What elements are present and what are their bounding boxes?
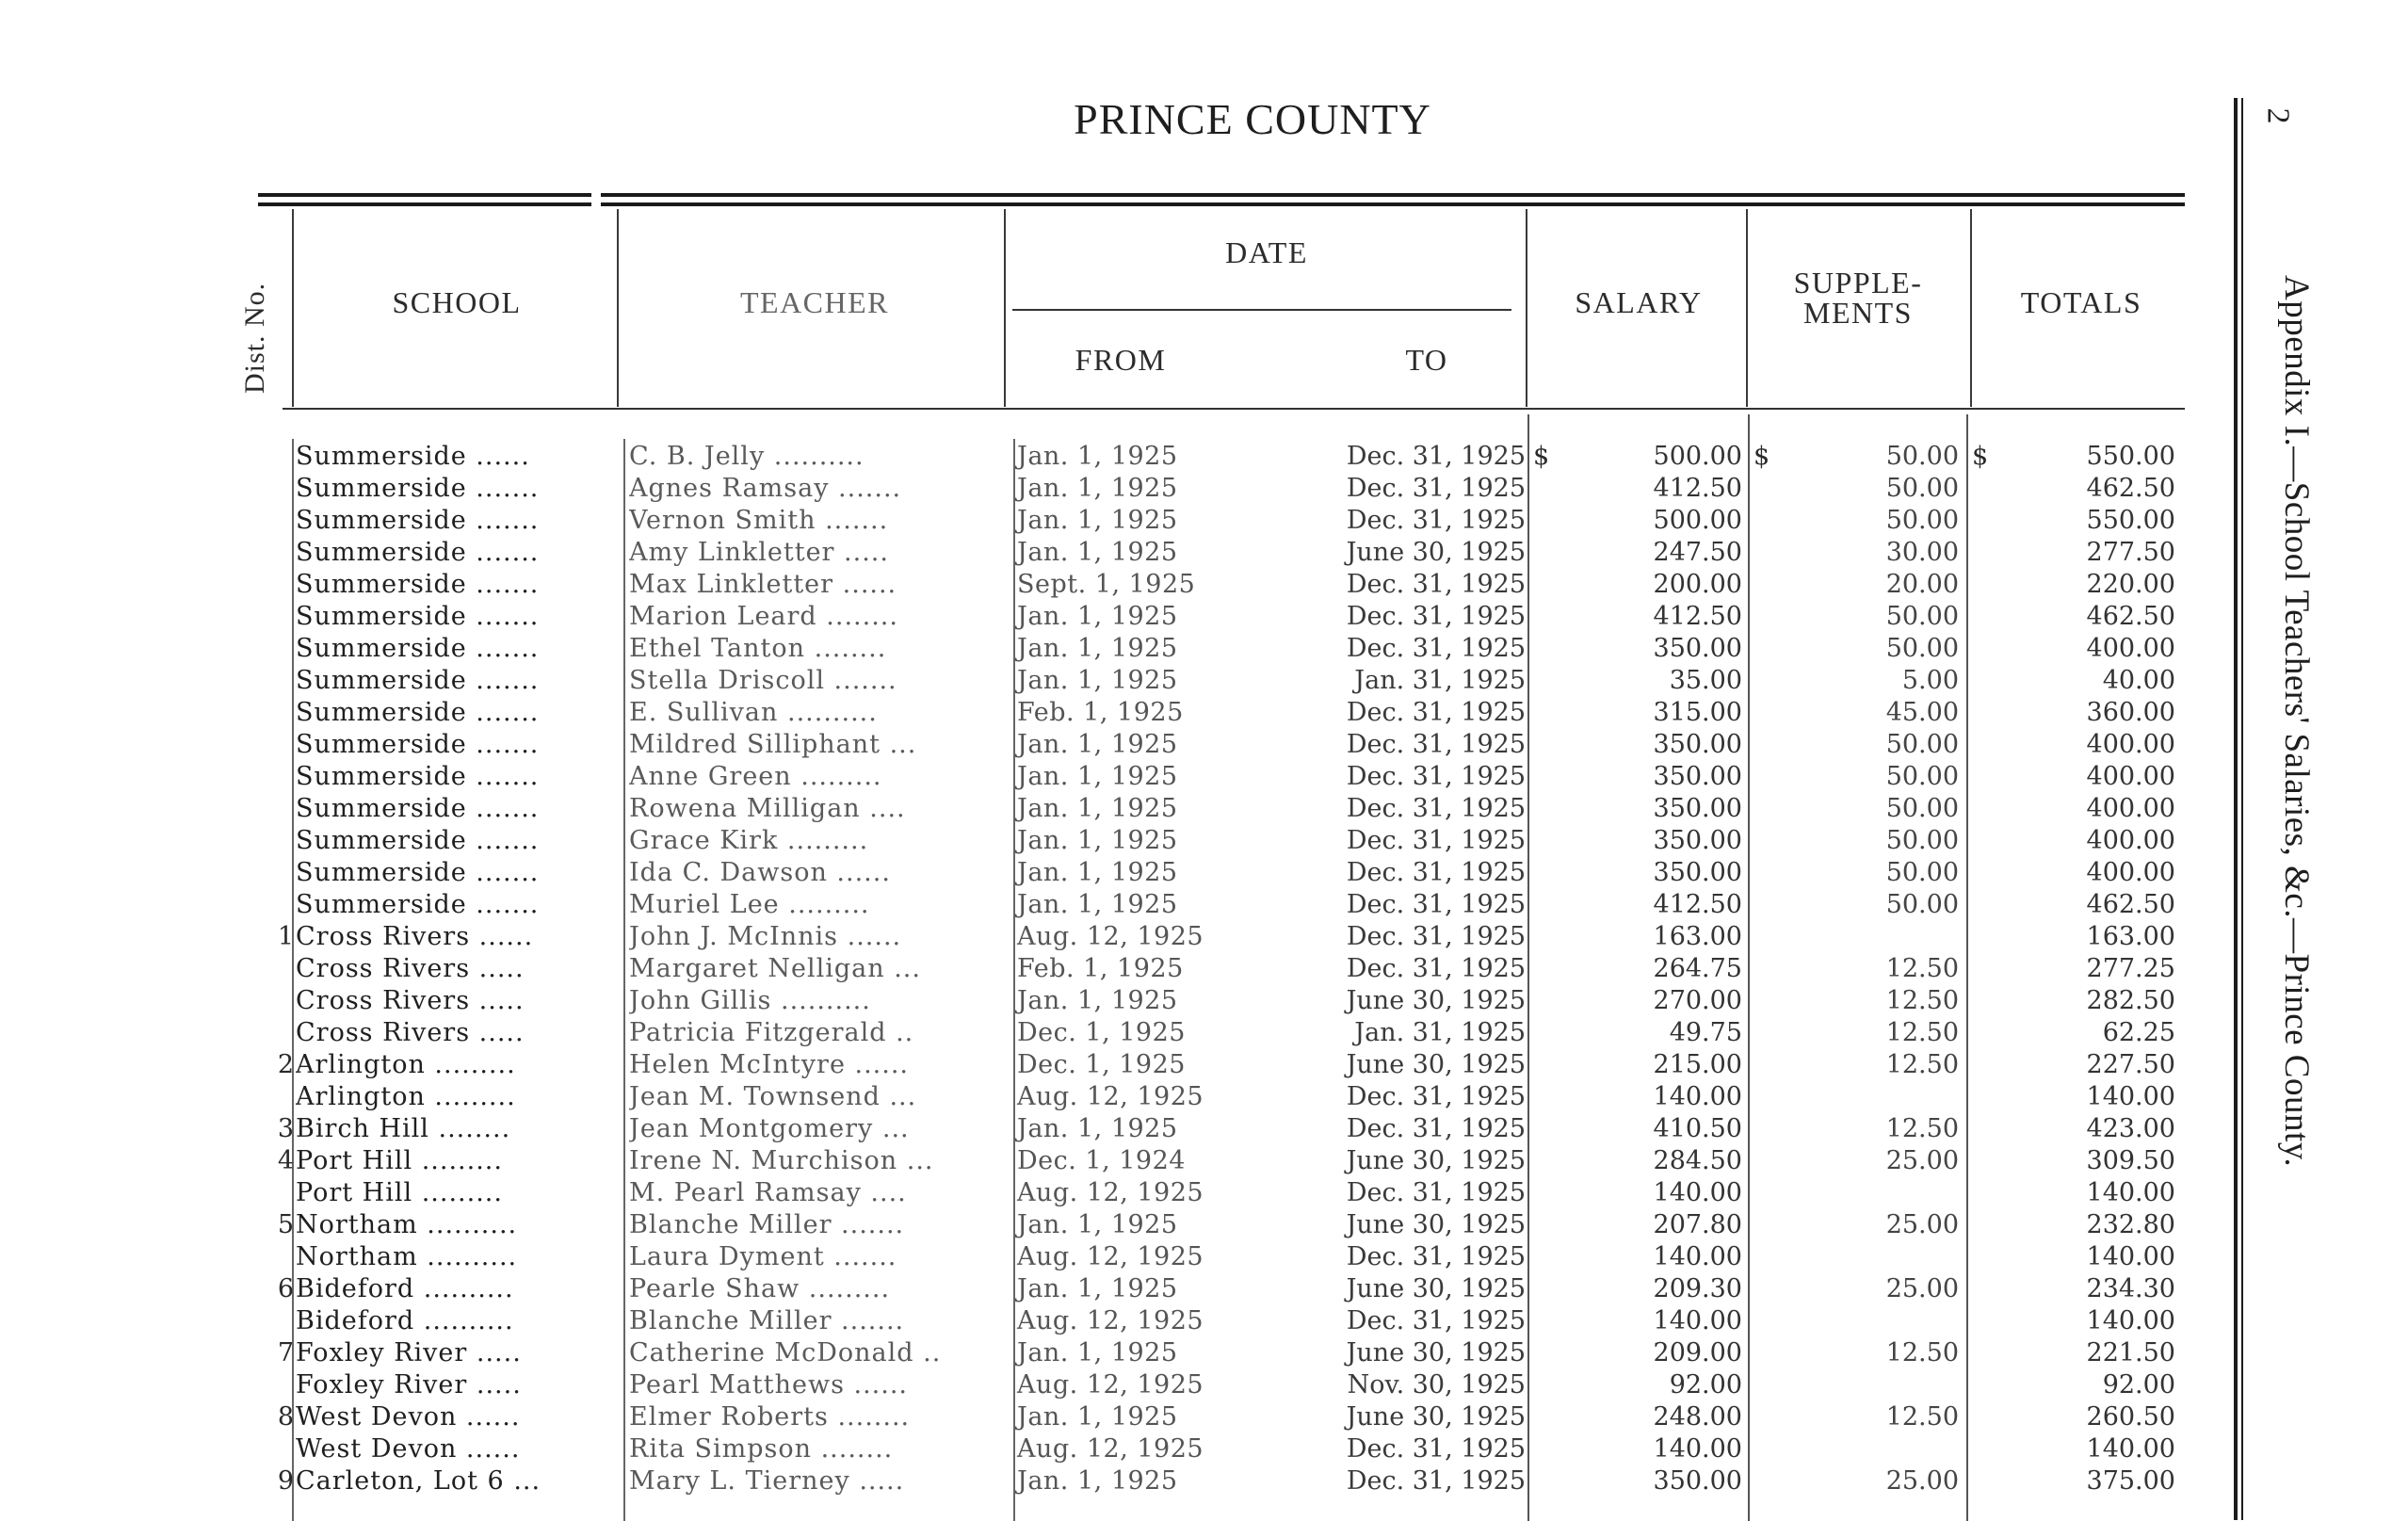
header-rule-top-a bbox=[258, 193, 591, 197]
date-from-cell: Jan. 1, 1925 bbox=[1017, 634, 1178, 663]
table-row bbox=[0, 697, 2408, 729]
salary-cell: 350.00 bbox=[1653, 794, 1742, 823]
teacher-cell: Rowena Milligan .... bbox=[629, 794, 906, 823]
total-cell: 140.00 bbox=[2086, 1082, 2175, 1111]
school-cell: Foxley River ..... bbox=[296, 1370, 522, 1400]
dist-no-cell: 1 bbox=[277, 922, 294, 951]
date-to-cell: Dec. 31, 1925 bbox=[1346, 1434, 1526, 1464]
total-cell: 309.50 bbox=[2086, 1146, 2175, 1175]
school-cell: Summerside ....... bbox=[296, 474, 540, 503]
supplements-cell: 12.50 bbox=[1885, 1018, 1959, 1047]
date-to-cell: June 30, 1925 bbox=[1346, 1210, 1526, 1239]
date-from-cell: Jan. 1, 1925 bbox=[1017, 730, 1178, 759]
supplements-cell: 50.00 bbox=[1885, 506, 1959, 535]
total-cell: 375.00 bbox=[2086, 1466, 2175, 1496]
date-from-cell: Jan. 1, 1925 bbox=[1017, 1210, 1178, 1239]
date-to-cell: Dec. 31, 1925 bbox=[1346, 1242, 1526, 1271]
school-cell: Arlington ......... bbox=[296, 1082, 516, 1111]
total-cell: 462.50 bbox=[2086, 474, 2175, 503]
school-cell: Summerside ....... bbox=[296, 890, 540, 919]
table-row bbox=[0, 985, 2408, 1017]
teacher-cell: Ethel Tanton ........ bbox=[629, 634, 887, 663]
date-from-cell: Aug. 12, 1925 bbox=[1017, 1242, 1204, 1271]
teacher-cell: E. Sullivan .......... bbox=[629, 698, 878, 727]
supplements-cell: 50.00 bbox=[1885, 762, 1959, 791]
salary-cell: 412.50 bbox=[1653, 602, 1742, 631]
teacher-cell: Amy Linkletter ..... bbox=[629, 538, 889, 567]
school-cell: West Devon ...... bbox=[296, 1434, 521, 1464]
salary-cell: 270.00 bbox=[1653, 986, 1742, 1015]
date-from-cell: Dec. 1, 1925 bbox=[1017, 1018, 1186, 1047]
salary-cell: 140.00 bbox=[1653, 1242, 1742, 1271]
school-cell: Summerside ....... bbox=[296, 506, 540, 535]
school-cell: Summerside ....... bbox=[296, 794, 540, 823]
date-to-cell: Dec. 31, 1925 bbox=[1346, 1114, 1526, 1143]
supplements-cell: 12.50 bbox=[1885, 1338, 1959, 1367]
date-from-cell: Dec. 1, 1925 bbox=[1017, 1050, 1186, 1079]
table-row bbox=[0, 1177, 2408, 1209]
date-from-cell: Aug. 12, 1925 bbox=[1017, 1082, 1204, 1111]
salary-cell: 500.00 bbox=[1653, 442, 1742, 471]
total-cell: 550.00 bbox=[2086, 442, 2175, 471]
salary-cell: 207.80 bbox=[1653, 1210, 1742, 1239]
supplements-cell: 5.00 bbox=[1901, 666, 1959, 695]
total-cell: 227.50 bbox=[2086, 1050, 2175, 1079]
date-from-cell: Aug. 12, 1925 bbox=[1017, 1434, 1204, 1464]
salary-cell: 350.00 bbox=[1653, 1466, 1742, 1496]
salary-cell: 209.00 bbox=[1653, 1338, 1742, 1367]
date-to-cell: Dec. 31, 1925 bbox=[1346, 698, 1526, 727]
salary-table-body bbox=[0, 441, 2408, 1497]
teacher-cell: M. Pearl Ramsay .... bbox=[629, 1178, 907, 1207]
salary-cell: 140.00 bbox=[1653, 1082, 1742, 1111]
table-row bbox=[0, 825, 2408, 857]
table-row bbox=[0, 1337, 2408, 1369]
supplements-cell: 25.00 bbox=[1885, 1210, 1959, 1239]
dist-no-cell: 5 bbox=[277, 1210, 294, 1239]
teacher-cell: C. B. Jelly .......... bbox=[629, 442, 865, 471]
date-from-cell: Aug. 12, 1925 bbox=[1017, 1178, 1204, 1207]
total-cell: 40.00 bbox=[2102, 666, 2175, 695]
dist-no-cell: 8 bbox=[277, 1402, 294, 1432]
salary-cell: 410.50 bbox=[1653, 1114, 1742, 1143]
teacher-cell: Anne Green ......... bbox=[629, 762, 882, 791]
teacher-cell: Vernon Smith ....... bbox=[629, 506, 889, 535]
teacher-cell: Rita Simpson ........ bbox=[629, 1434, 894, 1464]
table-row bbox=[0, 1401, 2408, 1433]
table-row bbox=[0, 1241, 2408, 1273]
dist-no-cell: 3 bbox=[277, 1114, 294, 1143]
date-to-cell: Dec. 31, 1925 bbox=[1346, 762, 1526, 791]
teacher-cell: Jean M. Townsend ... bbox=[629, 1082, 917, 1111]
supplements-dollar-sign: $ bbox=[1753, 442, 1770, 471]
dist-no-cell: 6 bbox=[277, 1274, 294, 1303]
school-cell: Summerside ....... bbox=[296, 602, 540, 631]
supplements-cell: 50.00 bbox=[1885, 858, 1959, 887]
totals-dollar-sign: $ bbox=[1972, 442, 1989, 471]
total-cell: 360.00 bbox=[2086, 698, 2175, 727]
supplements-cell: 45.00 bbox=[1885, 698, 1959, 727]
teacher-cell: Muriel Lee ......... bbox=[629, 890, 870, 919]
table-row bbox=[0, 1369, 2408, 1401]
col-line-6 bbox=[1970, 209, 1972, 407]
date-to-cell: June 30, 1925 bbox=[1346, 538, 1526, 567]
table-row bbox=[0, 1049, 2408, 1081]
header-school: SCHOOL bbox=[392, 285, 522, 319]
salary-cell: 315.00 bbox=[1653, 698, 1742, 727]
teacher-cell: Helen McIntyre ...... bbox=[629, 1050, 909, 1079]
salary-cell: 163.00 bbox=[1653, 922, 1742, 951]
school-cell: Bideford .......... bbox=[296, 1274, 514, 1303]
school-cell: Summerside ....... bbox=[296, 762, 540, 791]
total-cell: 163.00 bbox=[2086, 922, 2175, 951]
salary-cell: 200.00 bbox=[1653, 570, 1742, 599]
teacher-cell: Jean Montgomery ... bbox=[629, 1114, 910, 1143]
salary-cell: 412.50 bbox=[1653, 474, 1742, 503]
total-cell: 140.00 bbox=[2086, 1434, 2175, 1464]
col-line-1 bbox=[292, 209, 294, 407]
school-cell: Carleton, Lot 6 ... bbox=[296, 1466, 541, 1496]
total-cell: 400.00 bbox=[2086, 634, 2175, 663]
table-row bbox=[0, 1209, 2408, 1241]
school-cell: Northam .......... bbox=[296, 1242, 518, 1271]
salary-cell: 350.00 bbox=[1653, 730, 1742, 759]
date-to-cell: Dec. 31, 1925 bbox=[1346, 1306, 1526, 1335]
table-row bbox=[0, 505, 2408, 537]
school-cell: Port Hill ......... bbox=[296, 1146, 503, 1175]
table-row bbox=[0, 1273, 2408, 1305]
date-from-cell: Jan. 1, 1925 bbox=[1017, 442, 1178, 471]
col-line-4 bbox=[1526, 209, 1527, 407]
teacher-cell: Elmer Roberts ........ bbox=[629, 1402, 911, 1432]
school-cell: West Devon ...... bbox=[296, 1402, 521, 1432]
supplements-cell: 25.00 bbox=[1885, 1466, 1959, 1496]
date-from-cell: Aug. 12, 1925 bbox=[1017, 1306, 1204, 1335]
date-from-cell: Jan. 1, 1925 bbox=[1017, 1114, 1178, 1143]
date-to-cell: June 30, 1925 bbox=[1346, 1402, 1526, 1432]
date-to-cell: June 30, 1925 bbox=[1346, 1274, 1526, 1303]
total-cell: 423.00 bbox=[2086, 1114, 2175, 1143]
date-to-cell: June 30, 1925 bbox=[1346, 1050, 1526, 1079]
school-cell: Northam .......... bbox=[296, 1210, 518, 1239]
total-cell: 400.00 bbox=[2086, 794, 2175, 823]
supplements-cell: 30.00 bbox=[1885, 538, 1959, 567]
table-row bbox=[0, 1017, 2408, 1049]
date-from-cell: Feb. 1, 1925 bbox=[1017, 954, 1184, 983]
dist-no-cell: 2 bbox=[277, 1050, 294, 1079]
salary-cell: 500.00 bbox=[1653, 506, 1742, 535]
date-to-cell: Dec. 31, 1925 bbox=[1346, 1466, 1526, 1496]
school-cell: Cross Rivers ..... bbox=[296, 954, 525, 983]
total-cell: 92.00 bbox=[2102, 1370, 2175, 1400]
table-row bbox=[0, 921, 2408, 953]
teacher-cell: Stella Driscoll ....... bbox=[629, 666, 897, 695]
salary-cell: 35.00 bbox=[1669, 666, 1742, 695]
col-line-3 bbox=[1004, 209, 1006, 407]
date-from-cell: Jan. 1, 1925 bbox=[1017, 1274, 1178, 1303]
school-cell: Summerside ....... bbox=[296, 570, 540, 599]
supplements-cell: 12.50 bbox=[1885, 1402, 1959, 1432]
date-from-cell: Jan. 1, 1925 bbox=[1017, 1402, 1178, 1432]
supplements-cell: 50.00 bbox=[1885, 602, 1959, 631]
table-row bbox=[0, 1305, 2408, 1337]
salary-cell: 350.00 bbox=[1653, 826, 1742, 855]
header-rule-top-b bbox=[258, 202, 591, 206]
table-row bbox=[0, 1433, 2408, 1465]
total-cell: 400.00 bbox=[2086, 858, 2175, 887]
date-to-cell: June 30, 1925 bbox=[1346, 1338, 1526, 1367]
school-cell: Cross Rivers ..... bbox=[296, 1018, 525, 1047]
date-to-cell: Dec. 31, 1925 bbox=[1346, 634, 1526, 663]
table-row bbox=[0, 601, 2408, 633]
header-date: DATE bbox=[1225, 235, 1308, 269]
date-to-cell: Dec. 31, 1925 bbox=[1346, 794, 1526, 823]
supplements-cell: 12.50 bbox=[1885, 954, 1959, 983]
header-to: TO bbox=[1405, 343, 1448, 377]
date-to-cell: Nov. 30, 1925 bbox=[1347, 1370, 1526, 1400]
salary-cell: 140.00 bbox=[1653, 1306, 1742, 1335]
salary-cell: 350.00 bbox=[1653, 634, 1742, 663]
school-cell: Summerside ....... bbox=[296, 666, 540, 695]
school-cell: Foxley River ..... bbox=[296, 1338, 522, 1367]
salary-cell: 92.00 bbox=[1669, 1370, 1742, 1400]
header-rule-bottom bbox=[283, 408, 2185, 410]
date-to-cell: Jan. 31, 1925 bbox=[1354, 666, 1526, 695]
date-to-cell: Dec. 31, 1925 bbox=[1346, 570, 1526, 599]
date-subheader-rule bbox=[1012, 309, 1511, 311]
date-to-cell: Dec. 31, 1925 bbox=[1346, 442, 1526, 471]
dist-no-cell: 4 bbox=[277, 1146, 294, 1175]
header-rule-top-c bbox=[601, 193, 2185, 197]
table-row bbox=[0, 1145, 2408, 1177]
salary-dollar-sign: $ bbox=[1533, 442, 1550, 471]
col-line-2 bbox=[617, 209, 619, 407]
salary-cell: 140.00 bbox=[1653, 1434, 1742, 1464]
table-row bbox=[0, 441, 2408, 473]
salary-cell: 215.00 bbox=[1653, 1050, 1742, 1079]
salary-cell: 264.75 bbox=[1653, 954, 1742, 983]
date-to-cell: Dec. 31, 1925 bbox=[1346, 602, 1526, 631]
dist-no-cell: 7 bbox=[277, 1338, 294, 1367]
table-row bbox=[0, 1465, 2408, 1497]
header-rule-top-d bbox=[601, 202, 2185, 206]
total-cell: 62.25 bbox=[2102, 1018, 2175, 1047]
teacher-cell: Marion Leard ........ bbox=[629, 602, 898, 631]
date-from-cell: Jan. 1, 1925 bbox=[1017, 1466, 1178, 1496]
table-row bbox=[0, 1113, 2408, 1145]
table-row bbox=[0, 953, 2408, 985]
date-to-cell: Dec. 31, 1925 bbox=[1346, 506, 1526, 535]
date-to-cell: Dec. 31, 1925 bbox=[1346, 474, 1526, 503]
supplements-cell: 50.00 bbox=[1885, 890, 1959, 919]
supplements-cell: 50.00 bbox=[1885, 442, 1959, 471]
teacher-cell: Patricia Fitzgerald .. bbox=[629, 1018, 914, 1047]
total-cell: 462.50 bbox=[2086, 602, 2175, 631]
teacher-cell: Margaret Nelligan ... bbox=[629, 954, 921, 983]
date-to-cell: Dec. 31, 1925 bbox=[1346, 954, 1526, 983]
supplements-cell: 25.00 bbox=[1885, 1274, 1959, 1303]
salary-cell: 209.30 bbox=[1653, 1274, 1742, 1303]
table-row bbox=[0, 569, 2408, 601]
teacher-cell: Ida C. Dawson ...... bbox=[629, 858, 891, 887]
header-teacher: TEACHER bbox=[739, 285, 890, 319]
total-cell: 140.00 bbox=[2086, 1306, 2175, 1335]
supplements-cell: 50.00 bbox=[1885, 826, 1959, 855]
date-to-cell: June 30, 1925 bbox=[1346, 1146, 1526, 1175]
date-from-cell: Jan. 1, 1925 bbox=[1017, 602, 1178, 631]
teacher-cell: John J. McInnis ...... bbox=[629, 922, 902, 951]
date-to-cell: Dec. 31, 1925 bbox=[1346, 1178, 1526, 1207]
date-from-cell: Jan. 1, 1925 bbox=[1017, 1338, 1178, 1367]
supplements-cell: 20.00 bbox=[1885, 570, 1959, 599]
page-title: PRINCE COUNTY bbox=[1074, 95, 1431, 143]
table-row bbox=[0, 537, 2408, 569]
teacher-cell: Laura Dyment ....... bbox=[629, 1242, 897, 1271]
teacher-cell: Mildred Silliphant ... bbox=[629, 730, 917, 759]
date-to-cell: Dec. 31, 1925 bbox=[1346, 730, 1526, 759]
teacher-cell: Pearle Shaw ......... bbox=[629, 1274, 891, 1303]
teacher-cell: Mary L. Tierney ..... bbox=[629, 1466, 905, 1496]
school-cell: Summerside ....... bbox=[296, 730, 540, 759]
date-from-cell: Jan. 1, 1925 bbox=[1017, 666, 1178, 695]
school-cell: Summerside ....... bbox=[296, 538, 540, 567]
teacher-cell: Max Linkletter ...... bbox=[629, 570, 897, 599]
table-row bbox=[0, 473, 2408, 505]
date-from-cell: Jan. 1, 1925 bbox=[1017, 506, 1178, 535]
supplements-cell: 12.50 bbox=[1885, 1114, 1959, 1143]
salary-cell: 248.00 bbox=[1653, 1402, 1742, 1432]
header-dist-no: Dist. No. bbox=[239, 282, 270, 394]
table-row bbox=[0, 857, 2408, 889]
supplements-cell: 50.00 bbox=[1885, 730, 1959, 759]
date-from-cell: Jan. 1, 1925 bbox=[1017, 538, 1178, 567]
supplements-cell: 12.50 bbox=[1885, 986, 1959, 1015]
date-from-cell: Jan. 1, 1925 bbox=[1017, 890, 1178, 919]
date-from-cell: Jan. 1, 1925 bbox=[1017, 794, 1178, 823]
header-salary: SALARY bbox=[1575, 285, 1703, 319]
total-cell: 232.80 bbox=[2086, 1210, 2175, 1239]
date-to-cell: Jan. 31, 1925 bbox=[1354, 1018, 1526, 1047]
total-cell: 462.50 bbox=[2086, 890, 2175, 919]
date-from-cell: Jan. 1, 1925 bbox=[1017, 858, 1178, 887]
school-cell: Cross Rivers ..... bbox=[296, 986, 525, 1015]
header-supplements: SUPPLE- MENTS bbox=[1793, 266, 1923, 330]
supplements-cell: 12.50 bbox=[1885, 1050, 1959, 1079]
teacher-cell: Pearl Matthews ...... bbox=[629, 1370, 909, 1400]
date-from-cell: Jan. 1, 1925 bbox=[1017, 826, 1178, 855]
total-cell: 277.25 bbox=[2086, 954, 2175, 983]
teacher-cell: John Gillis .......... bbox=[629, 986, 871, 1015]
header-totals: TOTALS bbox=[2020, 285, 2142, 319]
col-line-5 bbox=[1746, 209, 1748, 407]
dist-no-cell: 9 bbox=[277, 1466, 294, 1496]
teacher-cell: Blanche Miller ....... bbox=[629, 1306, 905, 1335]
teacher-cell: Blanche Miller ....... bbox=[629, 1210, 905, 1239]
school-cell: Birch Hill ........ bbox=[296, 1114, 511, 1143]
total-cell: 140.00 bbox=[2086, 1242, 2175, 1271]
school-cell: Summerside ....... bbox=[296, 858, 540, 887]
school-cell: Summerside ....... bbox=[296, 698, 540, 727]
page-number: 2 bbox=[2260, 107, 2296, 124]
total-cell: 282.50 bbox=[2086, 986, 2175, 1015]
table-row bbox=[0, 729, 2408, 761]
date-to-cell: Dec. 31, 1925 bbox=[1346, 922, 1526, 951]
school-cell: Summerside ...... bbox=[296, 442, 530, 471]
date-from-cell: Jan. 1, 1925 bbox=[1017, 762, 1178, 791]
supplements-cell: 50.00 bbox=[1885, 474, 1959, 503]
total-cell: 220.00 bbox=[2086, 570, 2175, 599]
total-cell: 221.50 bbox=[2086, 1338, 2175, 1367]
total-cell: 400.00 bbox=[2086, 826, 2175, 855]
teacher-cell: Agnes Ramsay ....... bbox=[629, 474, 902, 503]
salary-cell: 247.50 bbox=[1653, 538, 1742, 567]
date-from-cell: Aug. 12, 1925 bbox=[1017, 922, 1204, 951]
salary-cell: 284.50 bbox=[1653, 1146, 1742, 1175]
date-to-cell: Dec. 31, 1925 bbox=[1346, 890, 1526, 919]
school-cell: Port Hill ......... bbox=[296, 1178, 503, 1207]
appendix-side-title-text: Appendix I.—School Teachers' Salaries, &c.—Prince County. bbox=[2277, 275, 2316, 1168]
date-from-cell: Jan. 1, 1925 bbox=[1017, 986, 1178, 1015]
date-from-cell: Aug. 12, 1925 bbox=[1017, 1370, 1204, 1400]
school-cell: Summerside ....... bbox=[296, 826, 540, 855]
salary-cell: 49.75 bbox=[1669, 1018, 1742, 1047]
table-row bbox=[0, 761, 2408, 793]
school-cell: Arlington ......... bbox=[296, 1050, 516, 1079]
date-to-cell: Dec. 31, 1925 bbox=[1346, 1082, 1526, 1111]
total-cell: 277.50 bbox=[2086, 538, 2175, 567]
school-cell: Cross Rivers ...... bbox=[296, 922, 534, 951]
supplements-cell: 50.00 bbox=[1885, 634, 1959, 663]
header-from: FROM bbox=[1075, 343, 1167, 377]
salary-cell: 350.00 bbox=[1653, 858, 1742, 887]
table-row bbox=[0, 633, 2408, 665]
total-cell: 400.00 bbox=[2086, 730, 2175, 759]
teacher-cell: Grace Kirk ......... bbox=[629, 826, 869, 855]
salary-cell: 140.00 bbox=[1653, 1178, 1742, 1207]
teacher-cell: Irene N. Murchison ... bbox=[629, 1146, 934, 1175]
total-cell: 550.00 bbox=[2086, 506, 2175, 535]
school-cell: Summerside ....... bbox=[296, 634, 540, 663]
date-from-cell: Feb. 1, 1925 bbox=[1017, 698, 1184, 727]
supplements-cell: 50.00 bbox=[1885, 794, 1959, 823]
table-row bbox=[0, 665, 2408, 697]
total-cell: 260.50 bbox=[2086, 1402, 2175, 1432]
total-cell: 400.00 bbox=[2086, 762, 2175, 791]
date-from-cell: Sept. 1, 1925 bbox=[1017, 570, 1196, 599]
salary-cell: 412.50 bbox=[1653, 890, 1742, 919]
date-to-cell: Dec. 31, 1925 bbox=[1346, 826, 1526, 855]
table-row bbox=[0, 793, 2408, 825]
table-row bbox=[0, 889, 2408, 921]
salary-cell: 350.00 bbox=[1653, 762, 1742, 791]
date-from-cell: Jan. 1, 1925 bbox=[1017, 474, 1178, 503]
date-to-cell: Dec. 31, 1925 bbox=[1346, 858, 1526, 887]
date-to-cell: June 30, 1925 bbox=[1346, 986, 1526, 1015]
school-cell: Bideford .......... bbox=[296, 1306, 514, 1335]
supplements-cell: 25.00 bbox=[1885, 1146, 1959, 1175]
total-cell: 140.00 bbox=[2086, 1178, 2175, 1207]
date-from-cell: Dec. 1, 1924 bbox=[1017, 1146, 1186, 1175]
total-cell: 234.30 bbox=[2086, 1274, 2175, 1303]
table-row bbox=[0, 1081, 2408, 1113]
teacher-cell: Catherine McDonald .. bbox=[629, 1338, 942, 1367]
